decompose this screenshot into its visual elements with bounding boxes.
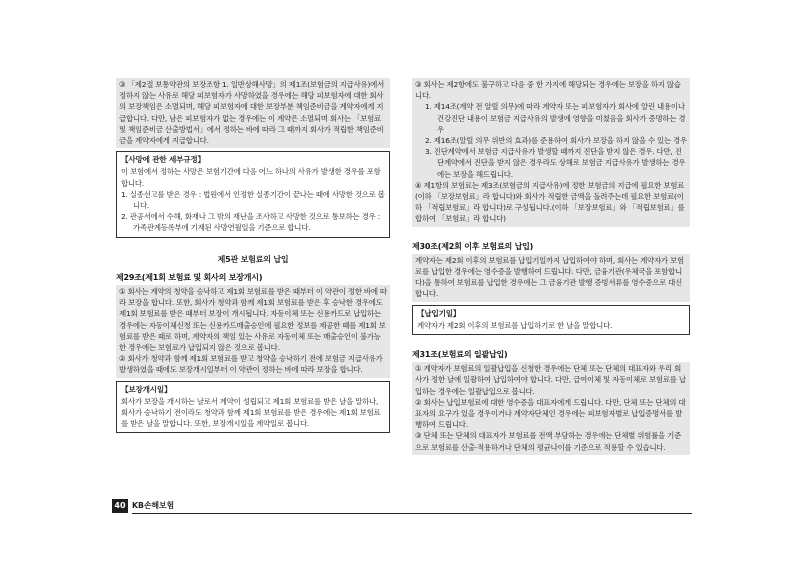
list-item: 1. 제14조(계약 전 알릴 의무)에 따라 계약자 또는 피보험자가 회사에 알린 내용이나 건강진단 내용이 보험금 지급사유의 발생에 영향을 미쳤음을 회사가 증명하는 경우 <box>425 102 686 134</box>
coverage-start-box <box>116 381 390 434</box>
article-29-body <box>116 285 390 378</box>
paragraph-1: ① 회사는 계약의 청약을 승낙하고 제1회 보험료를 받은 때부터 이 약관이 정한 바에 따라 보장을 합니다. 또한, 회사가 청약과 함께 제1회 보험료를 받은 후 승낙한 경우에도 제1회 보험료를 받은 때부터 보장이 개시됩니다. 자동이체 또는 신용카드로 납입하는 경우에는 자동이체신청 또는 신용카드매출승인에 필요한 정보를 제공한 때를 제1회 보험료를 받은 때로 하며, 계약자의 책임 있는 사유로 자동이체 또는 매출승인이 불가능한 경우에는 보험료가 납입되지 않은 것으로 봅니다. <box>119 287 387 353</box>
brand-name: KB손해보험 <box>132 501 175 510</box>
box-title: 【사망에 관한 세부규정】 <box>121 155 205 165</box>
article-30-title: 제30조(제2회 이후 보험료의 납입) <box>412 241 534 251</box>
article-30-text: 계약자는 제2회 이후의 보험료를 납입기일까지 납입하여야 하며, 회사는 계약자가 보험료를 납입한 경우에는 영수증을 발행하여 드립니다. 다만, 금융기관(우체국을 포함합니다)을 통하여 보험료를 납입한 경우에는 그 금융기관 발행 증빙서류를 영수증으로 대신합니다. <box>415 255 684 299</box>
page-footer <box>112 498 692 514</box>
list-item: 2. 제16조(알릴 의무 위반의 효과)를 준용하여 회사가 보장을 하지 않을 수 있는 경우 <box>425 136 687 146</box>
paragraph-1: ① 계약자가 보험료의 일괄납입을 신청한 경우에는 단체 또는 단체의 대표자와 우리 회사가 정한 날에 일괄하여 납입하여야 합니다. 다만, 급여이체 및 자동이체로 보험료를 납입하는 경우에는 일괄납입으로 봅니다. <box>415 364 686 396</box>
box-title: 【보장개시일】 <box>121 384 172 394</box>
exclusion-list <box>415 101 687 179</box>
left-column <box>116 78 390 436</box>
box-list <box>121 189 385 234</box>
list-item: 1. 실종선고를 받은 경우 : 법원에서 인정한 실종기간이 끝나는 때에 사망한 것으로 봅니다. <box>121 189 385 211</box>
box-intro: 이 보험에서 정하는 사망은 보험기간에 다음 어느 하나의 사유가 발생한 경우를 포함합니다. <box>121 167 381 188</box>
paragraph-4: ④ 제1항의 보험료는 제3조(보험금의 지급사유)에 정한 보험금의 지급에 필요한 보험료(이하 「보장보험료」라 합니다)와 회사가 적립한 금액을 돌려주는데 필요한 보험료(이하 「적립보험료」라 합니다)로 구성됩니다.(이하 「보장보험료」와 「적립보험료」를 합하여 「보험료」라 합니다) <box>415 180 685 224</box>
footer-rule <box>132 513 692 514</box>
left-top-block <box>116 78 390 148</box>
box-text: 회사가 보장을 개시하는 날로서 계약이 성립되고 제1회 보험료를 받은 날을 말하나, 회사가 승낙하기 전이라도 청약과 함께 제1회 보험료를 받은 경우에는 제1회 보험료를 받은 날을 말합니다. 또한, 보장개시일을 계약일로 봅니다. <box>121 396 381 429</box>
article-31-title: 제31조(보험료의 일괄납입) <box>412 350 508 360</box>
article-30-body <box>412 254 690 302</box>
paragraph-3: ③ 회사는 제2항에도 불구하고 다음 중 한 가지에 해당되는 경우에는 보장을 하지 않습니다. <box>415 80 681 101</box>
right-top-block <box>412 78 690 227</box>
paragraph-3: ③ 단체 또는 단체의 대표자가 보험료를 전액 부담하는 경우에는 단체별 위험률을 기준으로 보험료를 산출·적용하거나 단체의 평균나이를 기준으로 적용할 수 있습니다. <box>415 431 682 452</box>
paragraph-3: ③ 「제2절 보통약관의 보장조항 1. 일반상해사망」의 제1조(보험금의 지급사유)에서 정하지 않는 사유로 해당 피보험자가 사망하였을 경우에는 해당 피보험자에 대한 회사의 보장책임은 소멸되며, 해당 피보험자에 대한 보장부분 책임준비금을 계약자에게 지급합니다. 다만, 남은 피보험자가 없는 경우에는 이 계약은 소멸되며 회사는 「보험료 및 책임준비금 산출방법서」에서 정하는 바에 따라 그 때까지 회사가 적립한 책임준비금을 계약자에게 지급합니다. <box>119 80 385 146</box>
death-rules-box <box>116 151 390 237</box>
section-title: 제5관 보험료의 납입 <box>217 254 289 264</box>
box-title: 【납입기일】 <box>417 308 461 318</box>
list-item: 2. 관공서에서 수해, 화재나 그 밖의 재난을 조사하고 사망한 것으로 통보하는 경우 : 가족관계등록부에 기재된 사망연월일을 기준으로 합니다. <box>121 212 380 233</box>
page-number: 40 <box>112 499 128 513</box>
article-29-title: 제29조(제1회 보험료 및 회사의 보장개시) <box>116 272 263 282</box>
paragraph-2: ② 회사는 납입보험료에 대한 영수증을 대표자에게 드립니다. 다만, 단체 또는 단체의 대표자의 요구가 있을 경우이거나 계약자단체인 경우에는 피보험자별로 납입증명서를 발행하여 드립니다. <box>415 397 686 430</box>
article-31-body <box>412 362 690 455</box>
paragraph-2: ② 회사가 청약과 함께 제1회 보험료를 받고 청약을 승낙하기 전에 보험금 지급사유가 발생하였을 때에도 보장개시일부터 이 약관이 정하는 바에 따라 보장을 합니다. <box>119 354 383 375</box>
box-text: 계약자가 제2회 이후의 보험료를 납입하기로 한 날을 말합니다. <box>417 320 613 330</box>
due-date-box <box>412 305 690 335</box>
right-column <box>412 78 690 455</box>
list-item: 3. 진단계약에서 보험금 지급사유가 발생할 때까지 진단을 받지 않은 경우. 다만, 진단계약에서 진단을 받지 않은 경우라도 상해로 보험금 지급사유가 발생하는 경우에는 보장을 해드립니다. <box>425 147 686 179</box>
